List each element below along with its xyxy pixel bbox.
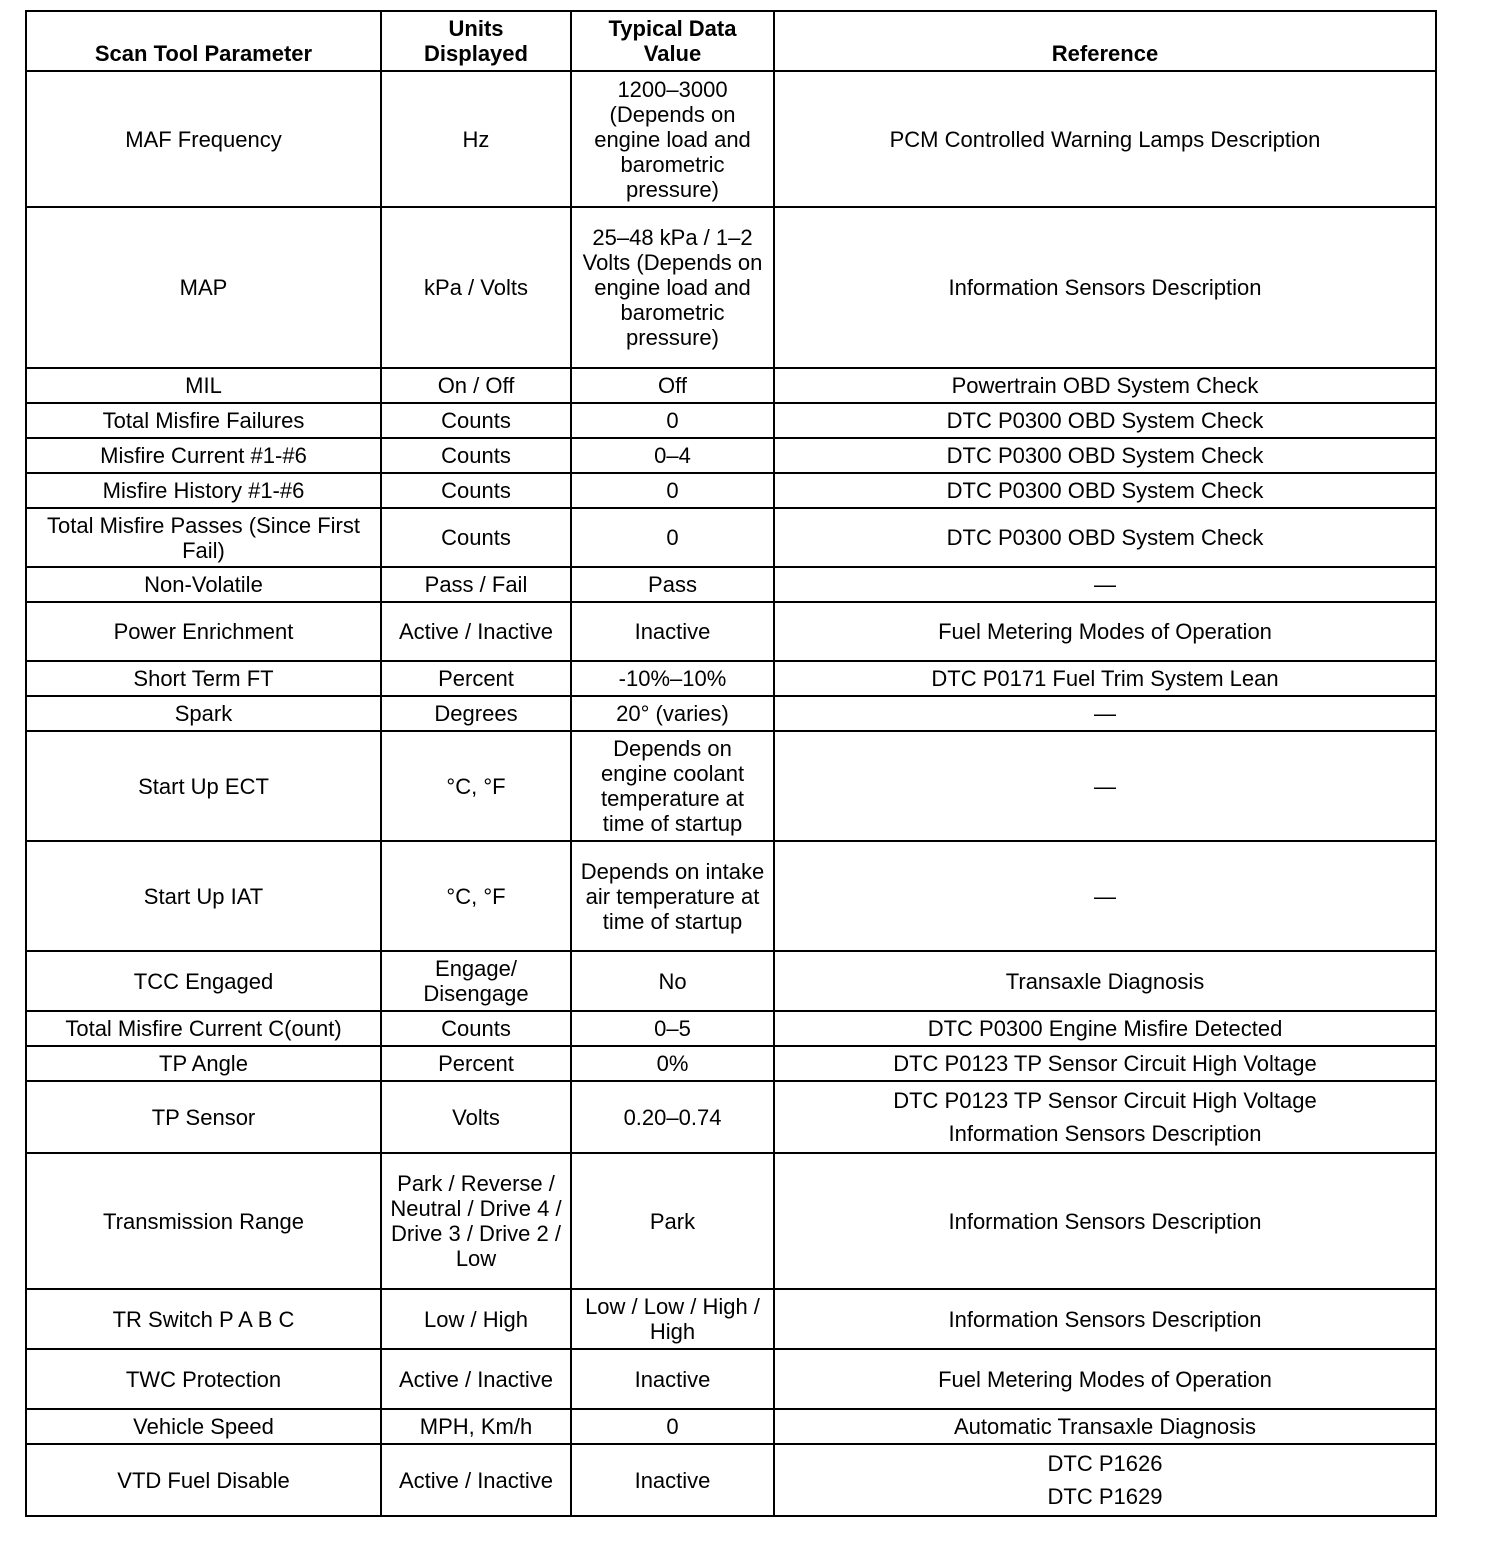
cell-typical-value: 1200–3000 (Depends on engine load and barometric pressure) — [571, 71, 774, 207]
cell-reference — [774, 661, 1436, 696]
cell-parameter: Misfire History #1-#6 — [26, 473, 381, 508]
cell-typical-value: Inactive — [571, 1444, 774, 1516]
table-row — [26, 1046, 1436, 1081]
cell-units: Active / Inactive — [381, 1349, 571, 1409]
cell-parameter: Start Up ECT — [26, 731, 381, 841]
table-row — [26, 403, 1436, 438]
cell-parameter: Power Enrichment — [26, 602, 381, 661]
cell-parameter: TP Sensor — [26, 1081, 381, 1153]
reference-line: DTC P0300 OBD System Check — [946, 478, 1264, 503]
cell-parameter: TWC Protection — [26, 1349, 381, 1409]
cell-parameter: Short Term FT — [26, 661, 381, 696]
table-row — [26, 368, 1436, 403]
cell-reference — [774, 1289, 1436, 1349]
cell-reference — [774, 1081, 1436, 1153]
cell-parameter: Total Misfire Passes (Since First Fail) — [26, 508, 381, 567]
header-units: Units Displayed — [381, 11, 571, 71]
reference-line: DTC P0123 TP Sensor Circuit High Voltage — [893, 1051, 1317, 1076]
table-row — [26, 1153, 1436, 1289]
reference-line: Information Sensors Description — [948, 1208, 1262, 1234]
table-row — [26, 602, 1436, 661]
table-row — [26, 438, 1436, 473]
cell-reference — [774, 1349, 1436, 1409]
cell-typical-value: Pass — [571, 567, 774, 602]
reference-line: DTC P0300 OBD System Check — [946, 525, 1264, 550]
cell-units: Percent — [381, 1046, 571, 1081]
reference-line: Transaxle Diagnosis — [1005, 968, 1205, 994]
reference-line: Automatic Transaxle Diagnosis — [953, 1414, 1257, 1439]
cell-typical-value: 0–5 — [571, 1011, 774, 1046]
cell-units: Counts — [381, 438, 571, 473]
cell-typical-value: 20° (varies) — [571, 696, 774, 731]
cell-typical-value: -10%–10% — [571, 661, 774, 696]
cell-parameter: Spark — [26, 696, 381, 731]
table-row — [26, 207, 1436, 368]
cell-reference — [774, 368, 1436, 403]
cell-reference — [774, 438, 1436, 473]
table-row — [26, 841, 1436, 951]
cell-reference — [774, 403, 1436, 438]
cell-reference — [774, 1046, 1436, 1081]
cell-units: Percent — [381, 661, 571, 696]
reference-line: DTC P0123 TP Sensor Circuit High Voltage — [893, 1088, 1317, 1113]
cell-typical-value: No — [571, 951, 774, 1011]
scan-tool-data-table — [25, 10, 1437, 1517]
cell-parameter: Total Misfire Failures — [26, 403, 381, 438]
cell-reference — [774, 1153, 1436, 1289]
cell-typical-value: 0 — [571, 403, 774, 438]
cell-reference — [774, 696, 1436, 731]
cell-reference — [774, 508, 1436, 567]
reference-line: PCM Controlled Warning Lamps Description — [889, 126, 1321, 152]
cell-units: Counts — [381, 403, 571, 438]
cell-units: Active / Inactive — [381, 602, 571, 661]
cell-typical-value: 0 — [571, 1409, 774, 1444]
table-row — [26, 508, 1436, 567]
cell-typical-value: Depends on intake air temperature at time of startup — [571, 841, 774, 951]
cell-typical-value: 25–48 kPa / 1–2 Volts (Depends on engine load and barometric pressure) — [571, 207, 774, 368]
cell-reference — [774, 951, 1436, 1011]
reference-line: DTC P0300 OBD System Check — [946, 408, 1264, 433]
cell-parameter: Vehicle Speed — [26, 1409, 381, 1444]
reference-line: Powertrain OBD System Check — [951, 373, 1259, 398]
cell-reference — [774, 1409, 1436, 1444]
table-row — [26, 1289, 1436, 1349]
reference-line: Fuel Metering Modes of Operation — [938, 619, 1272, 644]
table-row — [26, 1081, 1436, 1153]
cell-typical-value: 0–4 — [571, 438, 774, 473]
table-row — [26, 951, 1436, 1011]
cell-units: MPH, Km/h — [381, 1409, 571, 1444]
cell-parameter: MIL — [26, 368, 381, 403]
cell-parameter: TCC Engaged — [26, 951, 381, 1011]
cell-units: Counts — [381, 1011, 571, 1046]
cell-typical-value: Park — [571, 1153, 774, 1289]
cell-units: Pass / Fail — [381, 567, 571, 602]
cell-units: Degrees — [381, 696, 571, 731]
reference-line: DTC P0300 Engine Misfire Detected — [927, 1016, 1283, 1041]
cell-reference — [774, 1011, 1436, 1046]
cell-units: °C, °F — [381, 731, 571, 841]
header-parameter: Scan Tool Parameter — [26, 11, 381, 71]
cell-units: On / Off — [381, 368, 571, 403]
cell-typical-value: Off — [571, 368, 774, 403]
table-row — [26, 1011, 1436, 1046]
cell-parameter: Total Misfire Current C(ount) — [26, 1011, 381, 1046]
cell-parameter: VTD Fuel Disable — [26, 1444, 381, 1516]
reference-line: DTC P1629 — [1047, 1484, 1163, 1509]
table-row — [26, 1409, 1436, 1444]
cell-units: °C, °F — [381, 841, 571, 951]
cell-typical-value: 0 — [571, 473, 774, 508]
cell-reference — [774, 207, 1436, 368]
cell-parameter: MAP — [26, 207, 381, 368]
cell-reference — [774, 567, 1436, 602]
reference-line: Information Sensors Description — [948, 1121, 1262, 1146]
cell-typical-value: Low / Low / High / High — [571, 1289, 774, 1349]
cell-reference — [774, 731, 1436, 841]
reference-line: DTC P0300 OBD System Check — [946, 443, 1264, 468]
cell-reference — [774, 602, 1436, 661]
cell-parameter: Transmission Range — [26, 1153, 381, 1289]
reference-line: — — [1094, 572, 1116, 597]
reference-line: Information Sensors Description — [948, 275, 1262, 300]
cell-parameter: TP Angle — [26, 1046, 381, 1081]
cell-reference — [774, 71, 1436, 207]
table-row — [26, 1444, 1436, 1516]
reference-line: DTC P1626 — [1047, 1451, 1163, 1476]
reference-line: — — [1094, 773, 1116, 799]
cell-typical-value: Inactive — [571, 1349, 774, 1409]
cell-units: Low / High — [381, 1289, 571, 1349]
reference-line: Fuel Metering Modes of Operation — [938, 1366, 1272, 1392]
header-typical: Typical Data Value — [571, 11, 774, 71]
cell-units: Park / Reverse / Neutral / Drive 4 / Drive 3 / Drive 2 / Low — [381, 1153, 571, 1289]
cell-typical-value: 0 — [571, 508, 774, 567]
cell-typical-value: 0% — [571, 1046, 774, 1081]
cell-units: Hz — [381, 71, 571, 207]
cell-parameter: Misfire Current #1-#6 — [26, 438, 381, 473]
reference-line: DTC P0171 Fuel Trim System Lean — [931, 666, 1279, 691]
reference-line: — — [1094, 701, 1116, 726]
cell-reference — [774, 473, 1436, 508]
table-row — [26, 696, 1436, 731]
cell-typical-value: Depends on engine coolant temperature at time of startup — [571, 731, 774, 841]
table-row — [26, 731, 1436, 841]
cell-units: Engage/ Disengage — [381, 951, 571, 1011]
reference-line: Information Sensors Description — [948, 1306, 1262, 1332]
header-reference: Reference — [774, 11, 1436, 71]
cell-units: kPa / Volts — [381, 207, 571, 368]
table-row — [26, 567, 1436, 602]
cell-units: Active / Inactive — [381, 1444, 571, 1516]
cell-units: Counts — [381, 508, 571, 567]
cell-reference — [774, 841, 1436, 951]
cell-typical-value: 0.20–0.74 — [571, 1081, 774, 1153]
table-row — [26, 1349, 1436, 1409]
cell-units: Volts — [381, 1081, 571, 1153]
cell-parameter: MAF Frequency — [26, 71, 381, 207]
cell-reference — [774, 1444, 1436, 1516]
reference-line: — — [1094, 883, 1116, 909]
cell-parameter: TR Switch P A B C — [26, 1289, 381, 1349]
table-row — [26, 473, 1436, 508]
table-row — [26, 71, 1436, 207]
cell-parameter: Non-Volatile — [26, 567, 381, 602]
table-row — [26, 661, 1436, 696]
cell-parameter: Start Up IAT — [26, 841, 381, 951]
cell-units: Counts — [381, 473, 571, 508]
table-header-row — [26, 11, 1436, 71]
cell-typical-value: Inactive — [571, 602, 774, 661]
